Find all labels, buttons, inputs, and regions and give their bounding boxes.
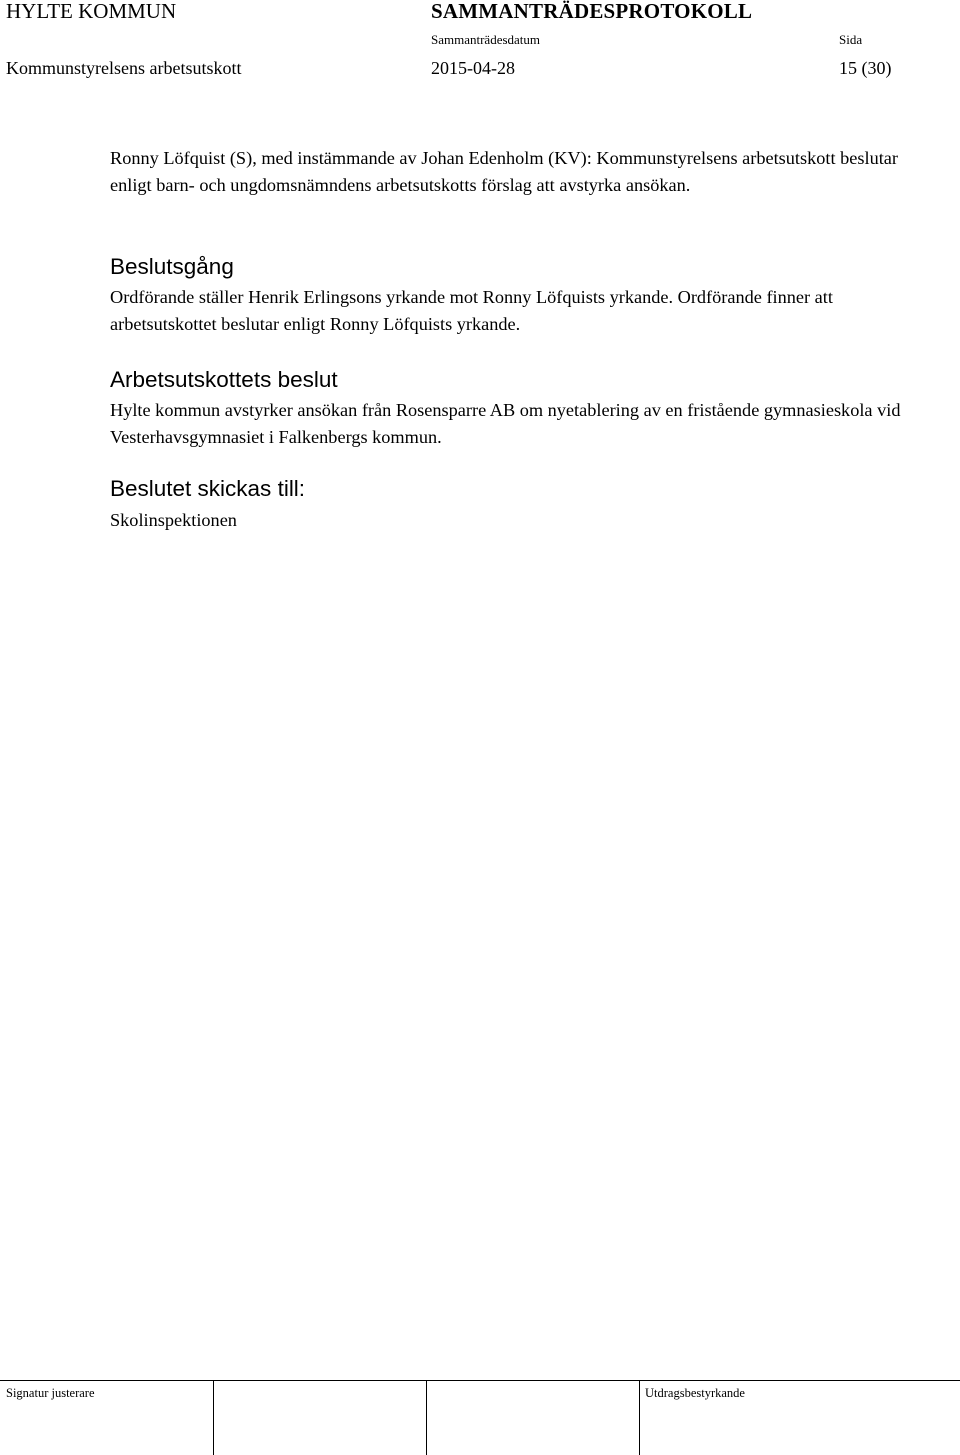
- procedure-paragraph: [110, 284, 940, 337]
- recipients-heading: Beslutet skickas till:: [110, 476, 306, 501]
- extract-label: Utdragsbestyrkande: [645, 1386, 745, 1400]
- committee-name: Kommunstyrelsens arbetsutskott: [6, 58, 242, 78]
- signature-box-2: [426, 1381, 427, 1455]
- recipient-item: Skolinspektionen: [110, 510, 237, 530]
- document-title: SAMMANTRÄDESPROTOKOLL: [431, 0, 753, 23]
- procedure-text: Ordförande ställer Henrik Erlingsons yrkande mot Ronny Löfquists yrkande. Ordförande finner att arbetsutskottet beslutar enligt Ronny Löfquists yrkande.: [110, 287, 833, 334]
- proposal-paragraph: [110, 145, 940, 198]
- decision-paragraph: [110, 397, 940, 450]
- signature-footer: [0, 1380, 960, 1455]
- organization-name: HYLTE KOMMUN: [6, 0, 177, 23]
- proposal-text: Ronny Löfquist (S), med instämmande av Johan Edenholm (KV): Kommunstyrelsens arbetsutskott beslutar enligt barn- och ungdomsnämndens arbetsutskotts förslag att avstyrka ansökan.: [110, 148, 899, 195]
- meeting-date: 2015-04-28: [431, 58, 515, 78]
- recipients-list: [110, 507, 940, 534]
- decision-text: Hylte kommun avstyrker ansökan från Rosensparre AB om nyetablering av en fristående gymnasieskola vid Vesterhavsgymnasiet i Falkenbergs kommun.: [110, 400, 901, 447]
- page-number: 15 (30): [839, 58, 892, 78]
- signature-box-1: [213, 1381, 214, 1455]
- signature-label: Signatur justerare: [6, 1386, 95, 1400]
- extract-box: [639, 1381, 745, 1455]
- meeting-date-label: Sammanträdesdatum: [431, 32, 541, 47]
- page-label: Sida: [839, 32, 863, 47]
- procedure-heading: Beslutsgång: [110, 254, 234, 279]
- decision-heading: Arbetsutskottets beslut: [110, 367, 338, 392]
